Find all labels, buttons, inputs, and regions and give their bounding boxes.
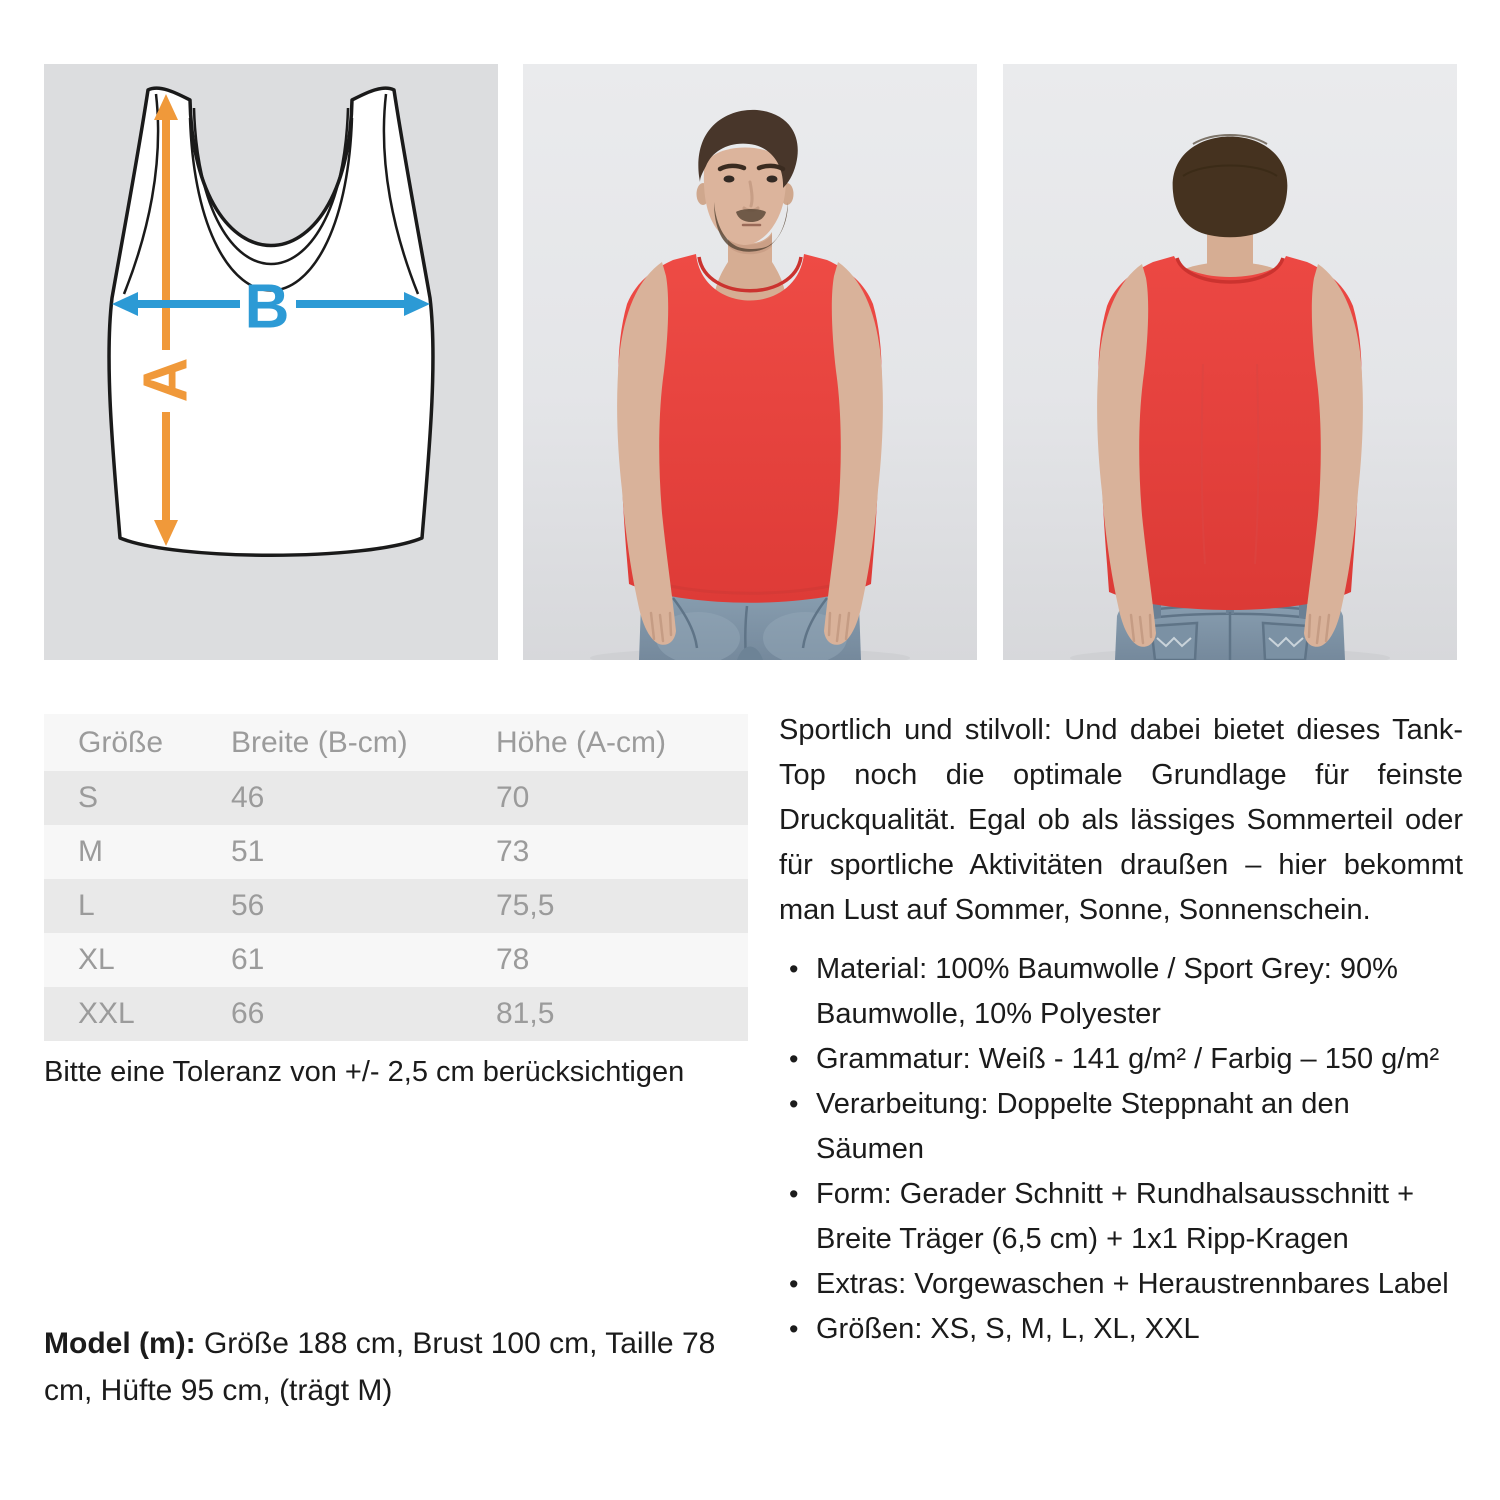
hair: [1173, 137, 1288, 238]
cell-hoehe: 70: [496, 781, 530, 814]
cell-hoehe: 73: [496, 835, 530, 868]
col-header-breite: Breite (B-cm): [231, 725, 408, 759]
table-row-s: [44, 771, 748, 825]
cell-size: XL: [78, 943, 115, 976]
feature-verarbeitung: • Verarbeitung: Doppelte Steppnaht an den Säumen: [779, 1082, 1463, 1172]
cell-hoehe: 81,5: [496, 997, 555, 1030]
back-pocket-right: [1263, 623, 1309, 660]
col-header-groesse: Größe: [78, 725, 164, 759]
cell-breite: 51: [231, 835, 265, 868]
cell-breite: 56: [231, 889, 265, 922]
back-photo: [1003, 64, 1457, 660]
feature-material: • Material: 100% Baumwolle / Sport Grey: 90% Baumwolle, 10% Polyester: [779, 947, 1463, 1037]
size-table: [44, 714, 748, 1041]
model-info: [44, 1320, 764, 1414]
cell-hoehe: 75,5: [496, 889, 555, 922]
cell-size: L: [78, 889, 95, 922]
model-info-label: Model (m):: [44, 1327, 196, 1360]
table-row-m: [44, 825, 748, 879]
product-feature-list: [779, 947, 1463, 1352]
diagram-letter-a: A: [131, 357, 201, 403]
cell-size: M: [78, 835, 103, 868]
diagram-letter-b: B: [244, 272, 290, 342]
tank-top-diagram: [44, 64, 498, 660]
model-info-text: Größe 188 cm, Brust 100 cm, Taille 78 cm, Hüfte 95 cm, (trägt M): [44, 1327, 716, 1407]
head-back: [1173, 135, 1288, 237]
cell-breite: 46: [231, 781, 265, 814]
feature-form: • Form: Gerader Schnitt + Rundhalsausschnitt + Breite Träger (6,5 cm) + 1x1 Ripp-Kragen: [779, 1172, 1463, 1262]
feature-groessen: • Größen: XS, S, M, L, XL, XXL: [779, 1307, 1463, 1352]
table-row-xxl: [44, 987, 748, 1041]
cell-size: XXL: [78, 997, 135, 1030]
table-row-xl: [44, 933, 748, 987]
back-pocket-left: [1151, 623, 1197, 660]
feature-grammatur: • Grammatur: Weiß - 141 g/m² / Farbig – 150 g/m²: [779, 1037, 1463, 1082]
table-row-l: [44, 879, 748, 933]
description-paragraph: Sportlich und stilvoll: Und dabei bietet dieses Tank-Top noch die optimale Grundlage für feinste Druckqualität. Egal ob als lässiges Sommerteil oder für sportliche Aktivitäten draußen – hier bekommt man Lust auf Sommer, Sonne, Sonnenschein.: [779, 714, 1463, 926]
cell-hoehe: 78: [496, 943, 530, 976]
model-back-illustration: [1003, 64, 1457, 660]
size-diagram-image: [44, 64, 498, 660]
front-photo: [523, 64, 977, 660]
tolerance-note: Bitte eine Toleranz von +/- 2,5 cm berücksichtigen: [44, 1056, 685, 1088]
feature-extras: • Extras: Vorgewaschen + Heraustrennbares Label: [779, 1262, 1463, 1307]
eye-left: [724, 176, 735, 183]
col-header-hoehe: Höhe (A-cm): [496, 725, 667, 759]
model-front-illustration: [523, 64, 977, 660]
cell-breite: 61: [231, 943, 265, 976]
product-description: [779, 708, 1463, 1352]
cell-breite: 66: [231, 997, 265, 1030]
size-table-header-row: [44, 714, 748, 771]
cell-size: S: [78, 781, 99, 814]
eye-right: [767, 176, 778, 183]
